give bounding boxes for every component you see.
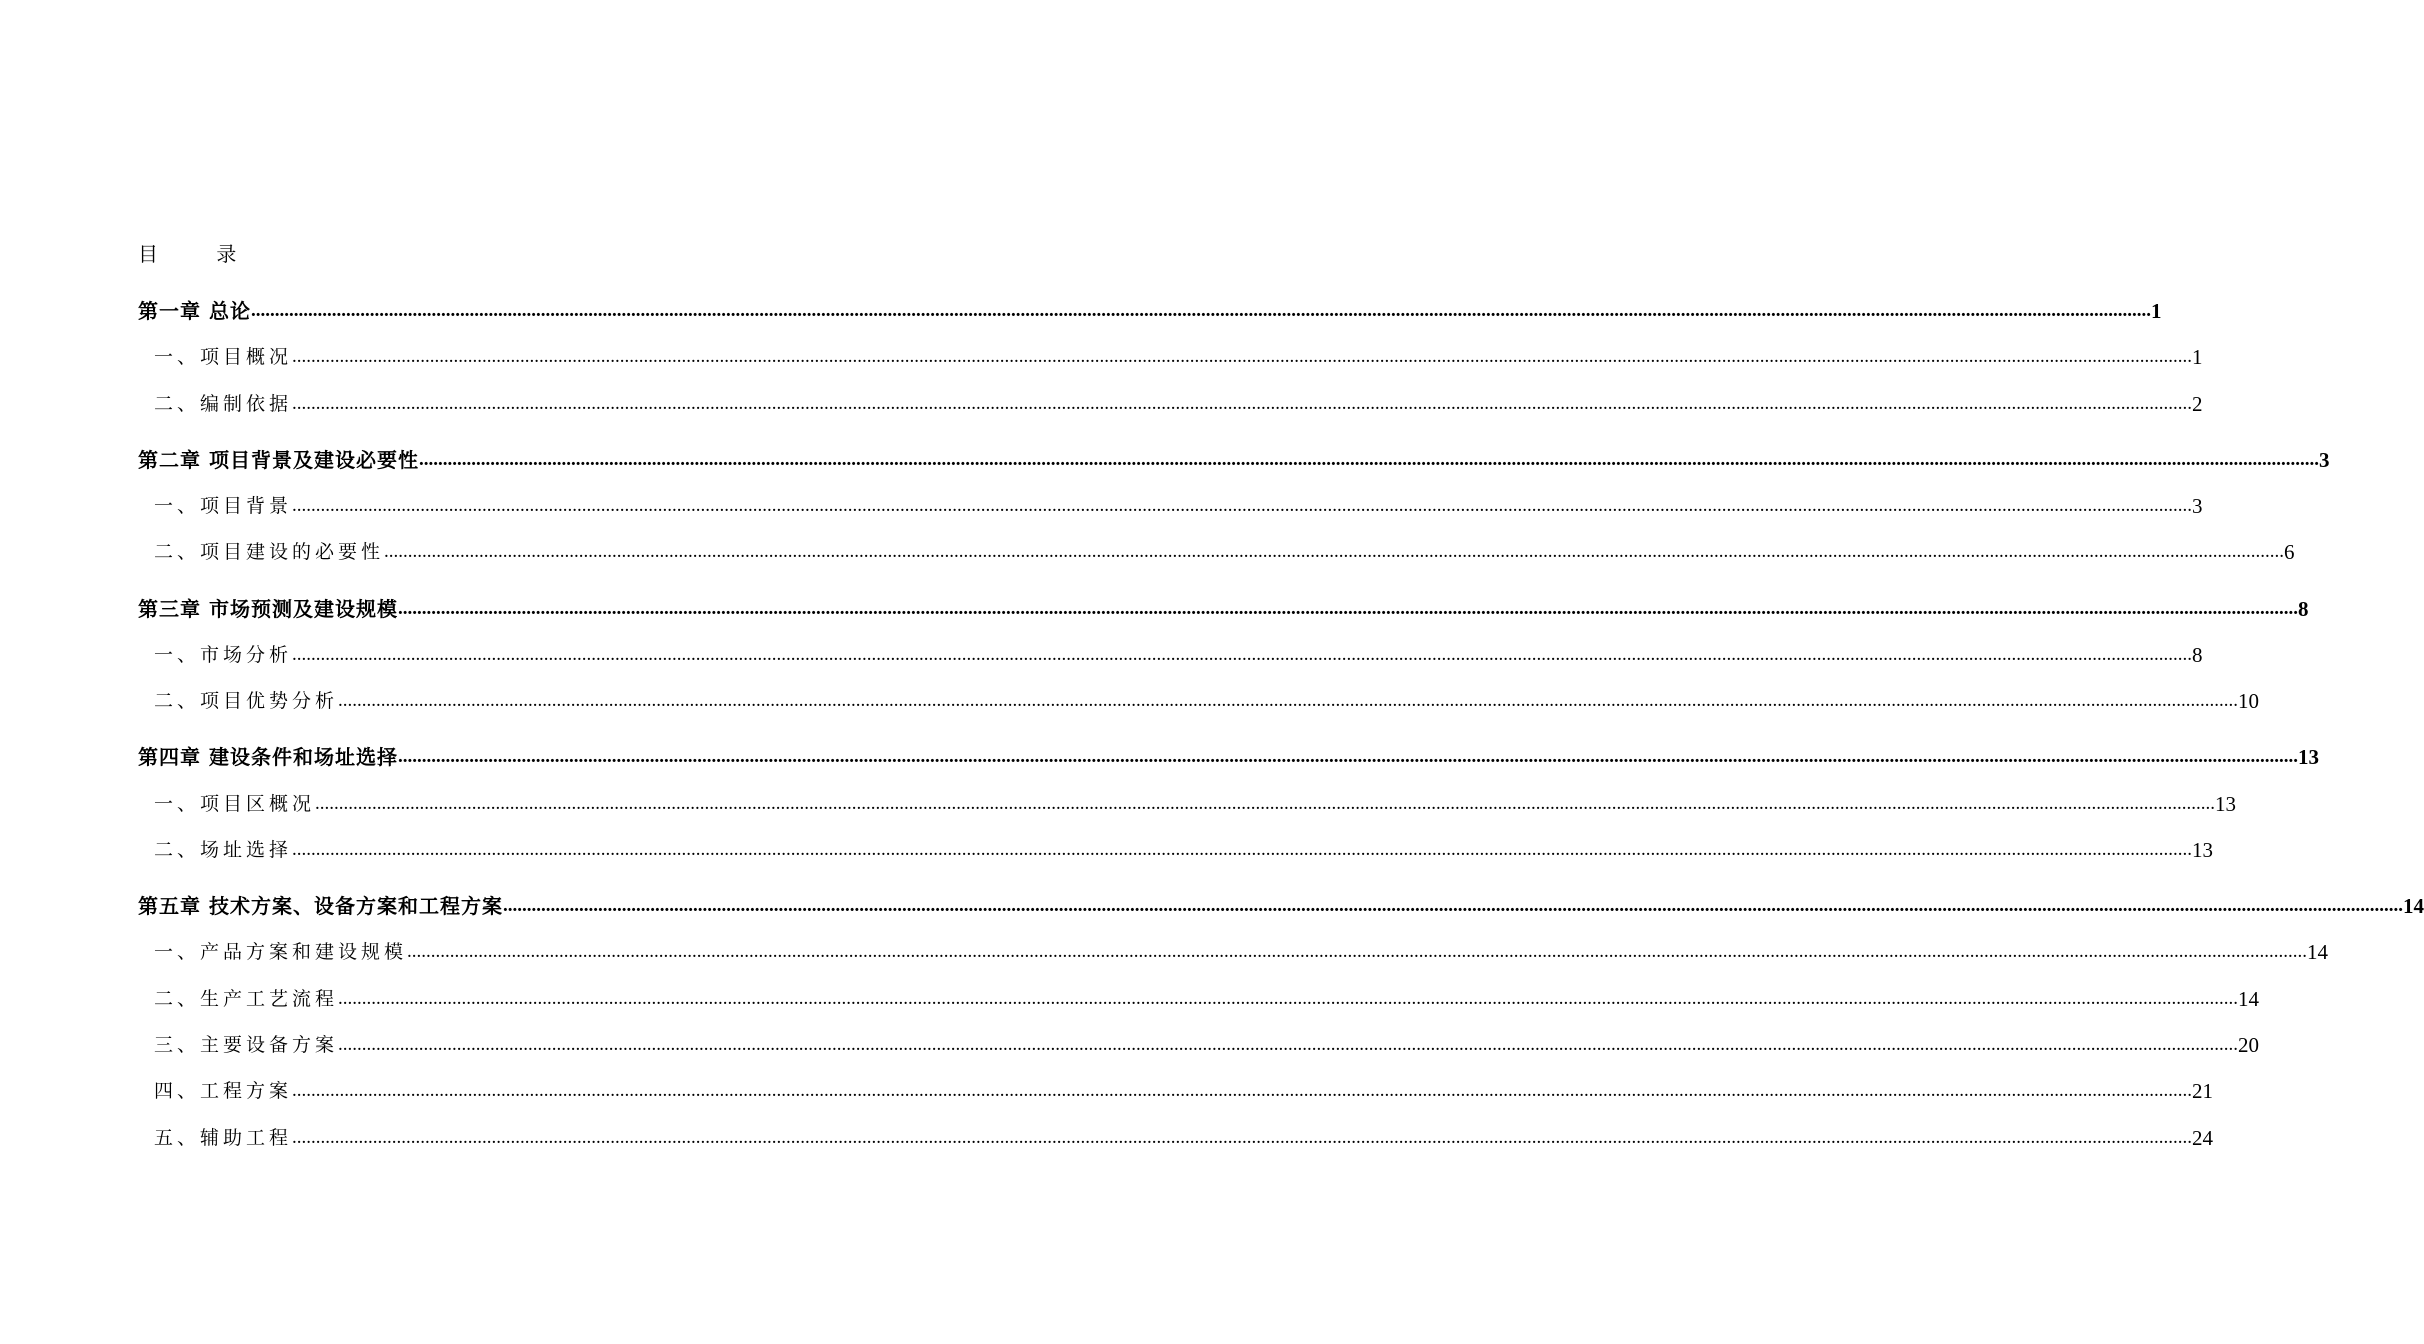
toc-section-entry[interactable] (138, 686, 2260, 716)
dot-leader: ................................................................................................................................................................................................................................................................................................................................................................................................................ (397, 598, 2298, 619)
toc-section-entry[interactable] (138, 537, 2295, 567)
section-title: 二、场址选择 (154, 839, 293, 861)
page-number: 13 (2192, 838, 2214, 862)
toc-chapter-entry[interactable] (138, 594, 2309, 624)
section-title: 三、主要设备方案 (154, 1034, 339, 1056)
dot-leader: ................................................................................................................................................................................................................................................................................................................................................................................................................ (292, 644, 2193, 665)
section-title: 一、项目背景 (154, 495, 293, 517)
toc-chapter-entry[interactable] (138, 445, 2330, 475)
dot-leader: ................................................................................................................................................................................................................................................................................................................................................................................................................ (250, 300, 2151, 321)
dot-leader: ................................................................................................................................................................................................................................................................................................................................................................................................................ (292, 495, 2193, 516)
page-number: 1 (2192, 345, 2203, 369)
section-title: 一、项目区概况 (154, 793, 316, 815)
page-number: 21 (2192, 1079, 2214, 1103)
dot-leader: ................................................................................................................................................................................................................................................................................................................................................................................................................ (292, 1127, 2193, 1148)
toc-section-entry[interactable] (138, 491, 2203, 521)
toc-section-entry[interactable] (138, 1076, 2214, 1106)
toc-section-entry[interactable] (138, 640, 2203, 670)
toc-section-entry[interactable] (138, 835, 2214, 865)
dot-leader: ................................................................................................................................................................................................................................................................................................................................................................................................................ (397, 746, 2298, 767)
toc-heading: 目 录 (138, 242, 263, 266)
page-number: 14 (2402, 894, 2424, 918)
section-title: 二、项目优势分析 (154, 690, 339, 712)
page-number: 13 (2297, 745, 2319, 769)
toc-chapter-entry[interactable] (138, 296, 2162, 326)
dot-leader: ................................................................................................................................................................................................................................................................................................................................................................................................................ (384, 541, 2285, 562)
toc-section-entry[interactable] (138, 1123, 2214, 1153)
page-number: 8 (2192, 643, 2203, 667)
section-title: 二、编制依据 (154, 393, 293, 415)
chapter-title: 第三章 市场预测及建设规模 (138, 597, 398, 621)
page-number: 3 (2318, 448, 2330, 472)
dot-leader: ................................................................................................................................................................................................................................................................................................................................................................................................................ (338, 690, 2239, 711)
chapter-title: 第四章 建设条件和场址选择 (138, 745, 398, 769)
dot-leader: ................................................................................................................................................................................................................................................................................................................................................................................................................ (407, 941, 2308, 962)
toc-section-entry[interactable] (138, 389, 2203, 419)
section-title: 一、产品方案和建设规模 (154, 941, 408, 963)
chapter-title: 第二章 项目背景及建设必要性 (138, 448, 419, 472)
toc-section-entry[interactable] (138, 984, 2260, 1014)
dot-leader: ................................................................................................................................................................................................................................................................................................................................................................................................................ (315, 793, 2216, 814)
toc-chapter-entry[interactable] (138, 742, 2319, 772)
dot-leader: ................................................................................................................................................................................................................................................................................................................................................................................................................ (418, 449, 2319, 470)
chapter-title: 第五章 技术方案、设备方案和工程方案 (138, 894, 503, 918)
section-title: 一、项目概况 (154, 346, 293, 368)
page-number: 14 (2238, 987, 2260, 1011)
dot-leader: ................................................................................................................................................................................................................................................................................................................................................................................................................ (292, 346, 2193, 367)
toc-section-entry[interactable] (138, 342, 2203, 372)
dot-leader: ................................................................................................................................................................................................................................................................................................................................................................................................................ (292, 839, 2193, 860)
page-number: 3 (2192, 494, 2203, 518)
dot-leader: ................................................................................................................................................................................................................................................................................................................................................................................................................ (502, 895, 2403, 916)
chapter-title: 第一章 总论 (138, 299, 251, 323)
section-title: 二、项目建设的必要性 (154, 541, 385, 563)
dot-leader: ................................................................................................................................................................................................................................................................................................................................................................................................................ (292, 393, 2193, 414)
dot-leader: ................................................................................................................................................................................................................................................................................................................................................................................................................ (338, 1034, 2239, 1055)
section-title: 四、工程方案 (154, 1080, 293, 1102)
page-number: 8 (2297, 597, 2309, 621)
page-number: 13 (2215, 792, 2237, 816)
dot-leader: ................................................................................................................................................................................................................................................................................................................................................................................................................ (338, 988, 2239, 1009)
page-number: 10 (2238, 689, 2260, 713)
page-number: 6 (2284, 540, 2295, 564)
page-number: 1 (2150, 299, 2162, 323)
page-number: 2 (2192, 392, 2203, 416)
toc-section-entry[interactable] (138, 937, 2329, 967)
section-title: 一、市场分析 (154, 644, 293, 666)
page-number: 20 (2238, 1033, 2260, 1057)
page-number: 14 (2307, 940, 2329, 964)
section-title: 二、生产工艺流程 (154, 988, 339, 1010)
toc-section-entry[interactable] (138, 1030, 2260, 1060)
toc-chapter-entry[interactable] (138, 891, 2424, 921)
dot-leader: ................................................................................................................................................................................................................................................................................................................................................................................................................ (292, 1080, 2193, 1101)
page-number: 24 (2192, 1126, 2214, 1150)
toc-section-entry[interactable] (138, 789, 2237, 819)
section-title: 五、辅助工程 (154, 1127, 293, 1149)
